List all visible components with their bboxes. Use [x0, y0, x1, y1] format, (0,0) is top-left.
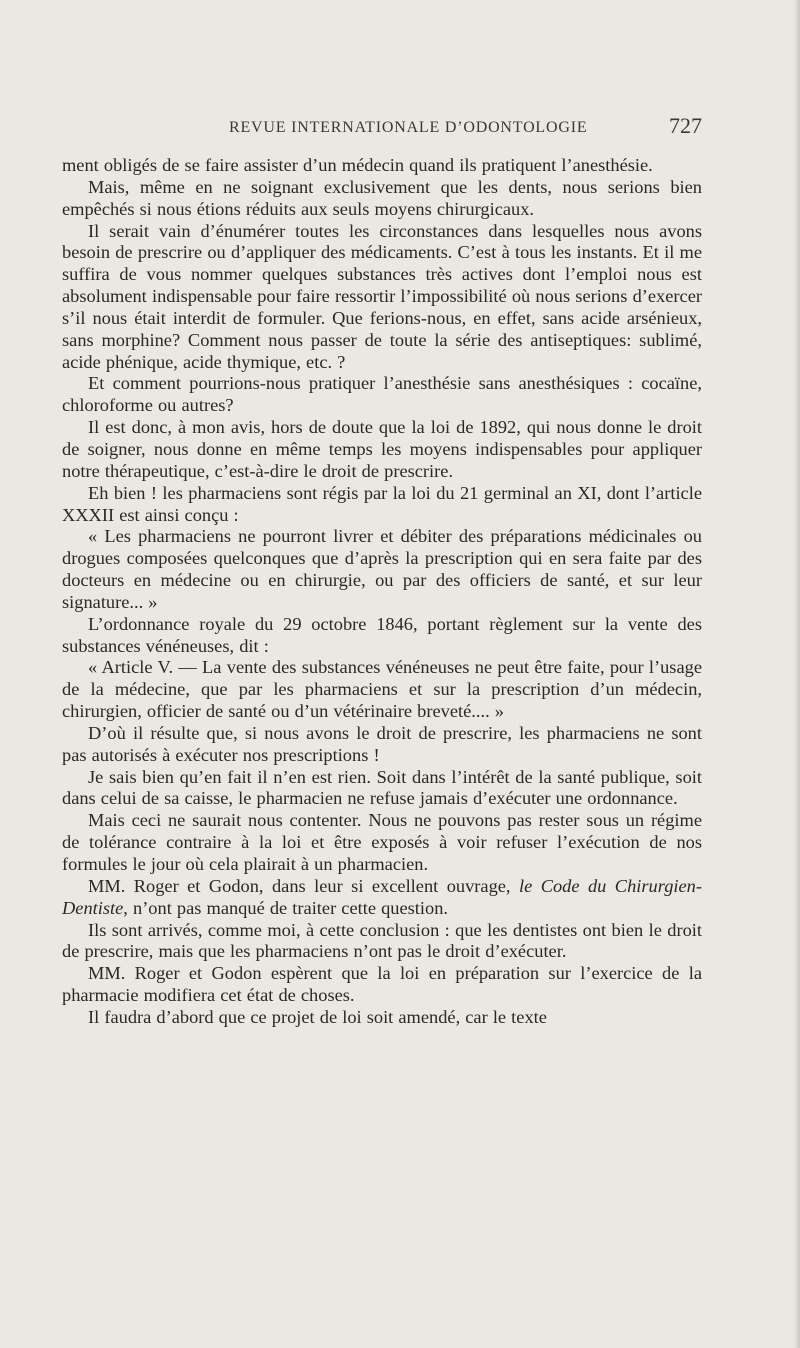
quotation-paragraph: « Article V. — La vente des substances vénéneuses ne peut être faite, pour l’usage de la médecine, que par les pharmaciens et sur la prescription d’un médecin, chirurgien, officier de santé ou d’un vétérinaire breveté.... »: [62, 657, 702, 722]
paragraph: MM. Roger et Godon espèrent que la loi en préparation sur l’exercice de la pharmacie modifiera cet état de choses.: [62, 963, 702, 1006]
paragraph-book-reference: [62, 876, 702, 920]
book-title: le Code du Chirurgien-Dentiste: [62, 875, 702, 918]
paragraph: Il serait vain d’énumérer toutes les circonstances dans lesquelles nous avons besoin de prescrire ou d’appliquer des médicaments. C’est à tous les instants. Et il me suffira de vous nommer quelques substances très actives dont l’emploi nous est absolument indispensable pour faire ressortir l’impossibilité où nous serions d’exercer s’il nous était interdit de formuler. Que ferions-nous, en effet, sans acide arsénieux, sans morphine? Comment nous passer de toute la série des antiseptiques: sublimé, acide phénique, acide thymique, etc. ?: [62, 220, 702, 372]
quotation-paragraph: « Les pharmaciens ne pourront livrer et débiter des préparations médicinales ou drogues composées quelconques que d’après la prescription qui en sera faite par des docteurs en médecine ou en chirurgie, ou par des officiers de santé, et sur leur signature... »: [62, 526, 702, 612]
page-header: [62, 113, 702, 146]
book-reference-before: MM. Roger et Godon, dans leur si excellent ouvrage,: [88, 875, 519, 896]
page-number: 727: [669, 113, 702, 138]
paragraph: Il est donc, à mon avis, hors de doute que la loi de 1892, qui nous donne le droit de soigner, nous donne en même temps les moyens indispensables pour appliquer notre thérapeutique, c’est-à-dire le droit de prescrire.: [62, 417, 702, 481]
paragraph-continuation: ment obligés de se faire assister d’un médecin quand ils pratiquent l’anesthésie.: [62, 155, 653, 175]
paragraph: Mais ceci ne saurait nous contenter. Nous ne pouvons pas rester sous un régime de tolérance contraire à la loi et être exposés à voir refuser l’exécution de nos formules le jour où cela plairait à un pharmacien.: [62, 810, 702, 874]
paragraph: D’où il résulte que, si nous avons le droit de prescrire, les pharmaciens ne sont pas autorisés à exécuter nos prescriptions !: [62, 722, 702, 765]
paragraph: Ils sont arrivés, comme moi, à cette conclusion : que les dentistes ont bien le droit de prescrire, mais que les pharmaciens n’ont pas le droit d’exécuter.: [62, 919, 702, 962]
body-text: [62, 155, 702, 1029]
running-title: REVUE INTERNATIONALE D’ODONTOLOGIE: [229, 119, 588, 136]
book-reference-after: , n’ont pas manqué de traiter cette question.: [123, 897, 449, 918]
paragraph: Et comment pourrions-nous pratiquer l’anesthésie sans anesthésiques : cocaïne, chloroforme ou autres?: [62, 373, 702, 416]
paragraph: Mais, même en ne soignant exclusivement que les dents, nous serions bien empêchés si nous étions réduits aux seuls moyens chirurgicaux.: [62, 176, 702, 219]
paragraph: Je sais bien qu’en fait il n’en est rien. Soit dans l’intérêt de la santé publique, soit dans celui de sa caisse, le pharmacien ne refuse jamais d’exécuter une ordonnance.: [62, 766, 702, 809]
paragraph: L’ordonnance royale du 29 octobre 1846, portant règlement sur la vente des substances vénéneuses, dit :: [62, 613, 702, 656]
paragraph: Eh bien ! les pharmaciens sont régis par la loi du 21 germinal an XI, dont l’article XXXII est ainsi conçu :: [62, 482, 702, 525]
paragraph-last-line: Il faudra d’abord que ce projet de loi soit amendé, car le texte: [88, 1006, 547, 1027]
